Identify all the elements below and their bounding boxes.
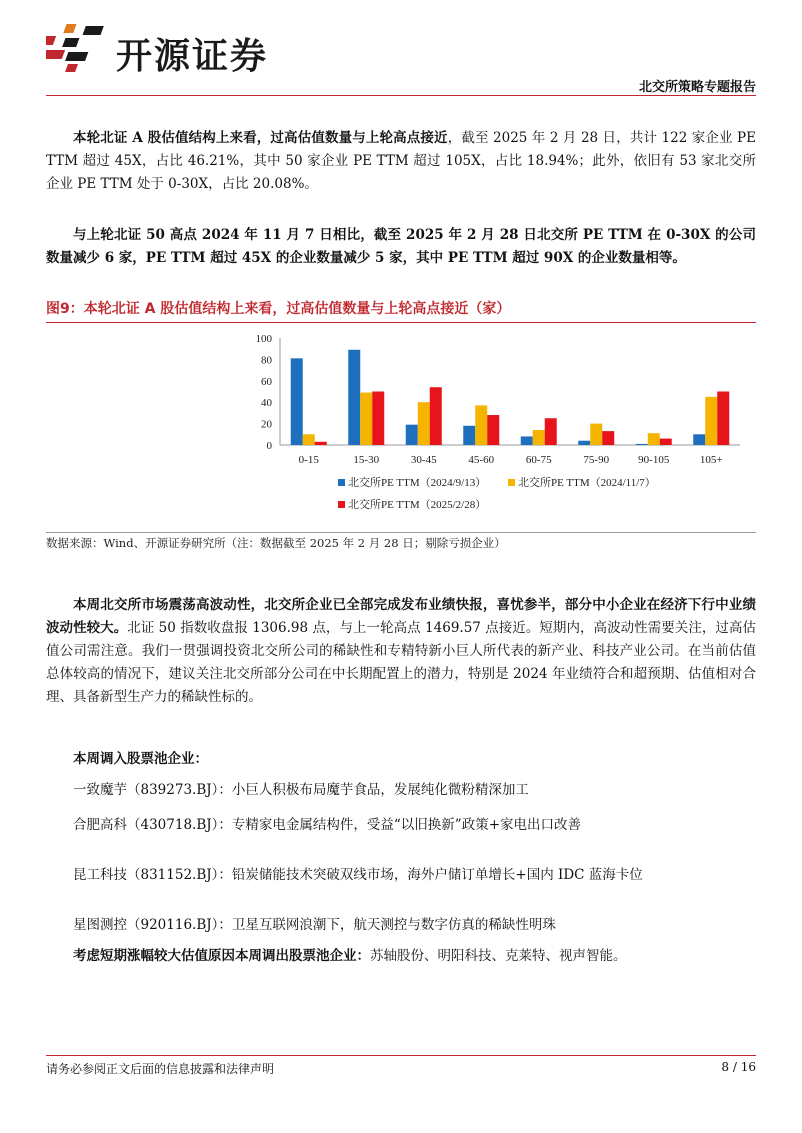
legend-label: 北交所PE TTM（2024/9/13） [348, 477, 487, 489]
footer-divider [46, 1055, 756, 1056]
pool-out-lead: 考虑短期涨幅较大估值原因本周调出股票池企业： [73, 948, 370, 964]
bar-0-15-series-1 [303, 434, 315, 445]
pool-out-list: 苏轴股份、明阳科技、克莱特、视声智能。 [370, 948, 627, 964]
stock-item: 昆工科技（831152.BJ）：铅炭储能技术突破双线市场，海外户储订单增长+国内 IDC 蓝海卡位 [73, 867, 643, 883]
x-tick-label: 15-30 [353, 454, 380, 466]
legend-label: 北交所PE TTM（2025/2/28） [348, 499, 487, 511]
stock-item: 星图测控（920116.BJ）：卫星互联网浪潮下，航天测控与数字仿真的稀缺性明珠 [73, 917, 556, 933]
y-tick-label: 0 [266, 440, 272, 452]
x-tick-label: 30-45 [410, 454, 437, 466]
bar-60-75-series-1 [533, 430, 545, 445]
bar-15-30-series-0 [348, 350, 360, 445]
y-tick-label: 80 [261, 354, 272, 367]
page-number: 8 / 16 [721, 1060, 756, 1074]
x-tick-label: 90-105 [638, 454, 670, 466]
x-tick-label: 105+ [699, 454, 723, 466]
paragraph-valuation-lead: 本轮北证 A 股估值结构上来看，过高估值数量与上轮高点接近 [73, 130, 448, 146]
bar-75-90-series-2 [602, 431, 614, 445]
pool-in-title: 本周调入股票池企业： [73, 751, 208, 767]
x-tick-label: 75-90 [583, 454, 610, 466]
bar-0-15-series-0 [291, 358, 303, 445]
y-tick-label: 40 [261, 397, 272, 410]
bar-30-45-series-2 [430, 387, 442, 445]
bar-90-105-series-2 [660, 439, 672, 445]
paragraph-comparison: 与上轮北证 50 高点 2024 年 11 月 7 日相比，截至 2025 年 2 月 28 日北交所 PE TTM 在 0-30X 的公司数量减少 6 家，PE TTM 超过 45X 的企业数量减少 5 家，其中 PE TTM 超过 90X 的企业数量相等。 [46, 227, 756, 266]
paragraph-weekly-lead: 本周北交所市场震荡高波动性，北交所企业已全部完成发布业绩快报，喜忧参半，部分中小企业在经济下行中业绩波动性较大。 [46, 597, 756, 636]
bar-45-60-series-2 [487, 415, 499, 445]
paragraph-weekly-detail: 北证 50 指数收盘报 1306.98 点，与上一轮高点 1469.57 点接近。短期内，高波动性需要关注，过高估值公司需注意。我们一贯强调投资北交所公司的稀缺性和专精特新小巨人所代表的新产业、科技产业公司。在当前估值总体较高的情况下，建议关注北交所部分公司在中长期配置上的潜力，特别是 2024 年业绩符合和超预期、估值相对合理、具备新型生产力的稀缺性标的。 [46, 620, 757, 705]
logo-text: 开源证券 [116, 36, 269, 77]
bar-15-30-series-2 [372, 392, 384, 446]
figure-title: 图9：本轮北证 A 股估值结构上来看，过高估值数量与上轮高点接近（家） [46, 298, 756, 323]
y-tick-label: 100 [255, 333, 272, 345]
bar-90-105-series-0 [636, 444, 648, 445]
bar-105+-series-1 [705, 397, 717, 445]
legend-label: 北交所PE TTM（2024/11/7） [518, 477, 656, 489]
pe-distribution-chart [230, 330, 770, 530]
bar-105+-series-2 [717, 392, 729, 446]
bar-75-90-series-1 [590, 424, 602, 445]
y-tick-label: 20 [261, 418, 272, 431]
figure-source: 数据来源：Wind、开源证券研究所（注：数据截至 2025 年 2 月 28 日；剔除亏损企业） [46, 532, 756, 551]
bar-60-75-series-0 [521, 436, 533, 445]
report-type: 北交所策略专题报告 [638, 80, 756, 95]
kaiyuan-logo-icon [46, 20, 108, 76]
x-tick-label: 45-60 [468, 454, 495, 466]
legend-swatch [338, 479, 345, 486]
bar-45-60-series-0 [463, 426, 475, 445]
bar-105+-series-0 [693, 434, 705, 445]
legend-swatch [338, 501, 345, 508]
header-divider [46, 95, 756, 96]
x-tick-label: 60-75 [525, 454, 552, 466]
bar-30-45-series-0 [406, 425, 418, 445]
pool-out-paragraph [46, 945, 756, 968]
paragraph-valuation-structure [46, 127, 756, 196]
bar-60-75-series-2 [545, 418, 557, 445]
stock-item: 一致魔芋（839273.BJ）：小巨人积极布局魔芋食品，发展纯化微粉精深加工 [73, 782, 529, 798]
paragraph-valuation-detail: ，截至 2025 年 2 月 28 日，共计 122 家企业 PE TTM 超过 45X，占比 46.21%，其中 50 家企业 PE TTM 超过 105X，占比 18.94%；此外，依旧有 53 家北交所企业 PE TTM 处于 0-30X，占比 20.08%。 [46, 130, 756, 192]
bar-75-90-series-0 [578, 441, 590, 445]
bar-90-105-series-1 [648, 433, 660, 445]
x-tick-label: 0-15 [298, 454, 319, 466]
legend-swatch [508, 479, 515, 486]
bar-45-60-series-1 [475, 405, 487, 445]
bar-15-30-series-1 [360, 393, 372, 445]
footer-disclaimer: 请务必参阅正文后面的信息披露和法律声明 [46, 1062, 275, 1076]
bar-30-45-series-1 [418, 402, 430, 445]
paragraph-weekly-market [46, 594, 756, 709]
y-tick-label: 60 [261, 375, 272, 388]
stock-item: 合肥高科（430718.BJ）：专精家电金属结构件，受益“以旧换新”政策+家电出口改善 [73, 817, 582, 833]
bar-0-15-series-2 [315, 442, 327, 445]
page-header [0, 0, 802, 100]
